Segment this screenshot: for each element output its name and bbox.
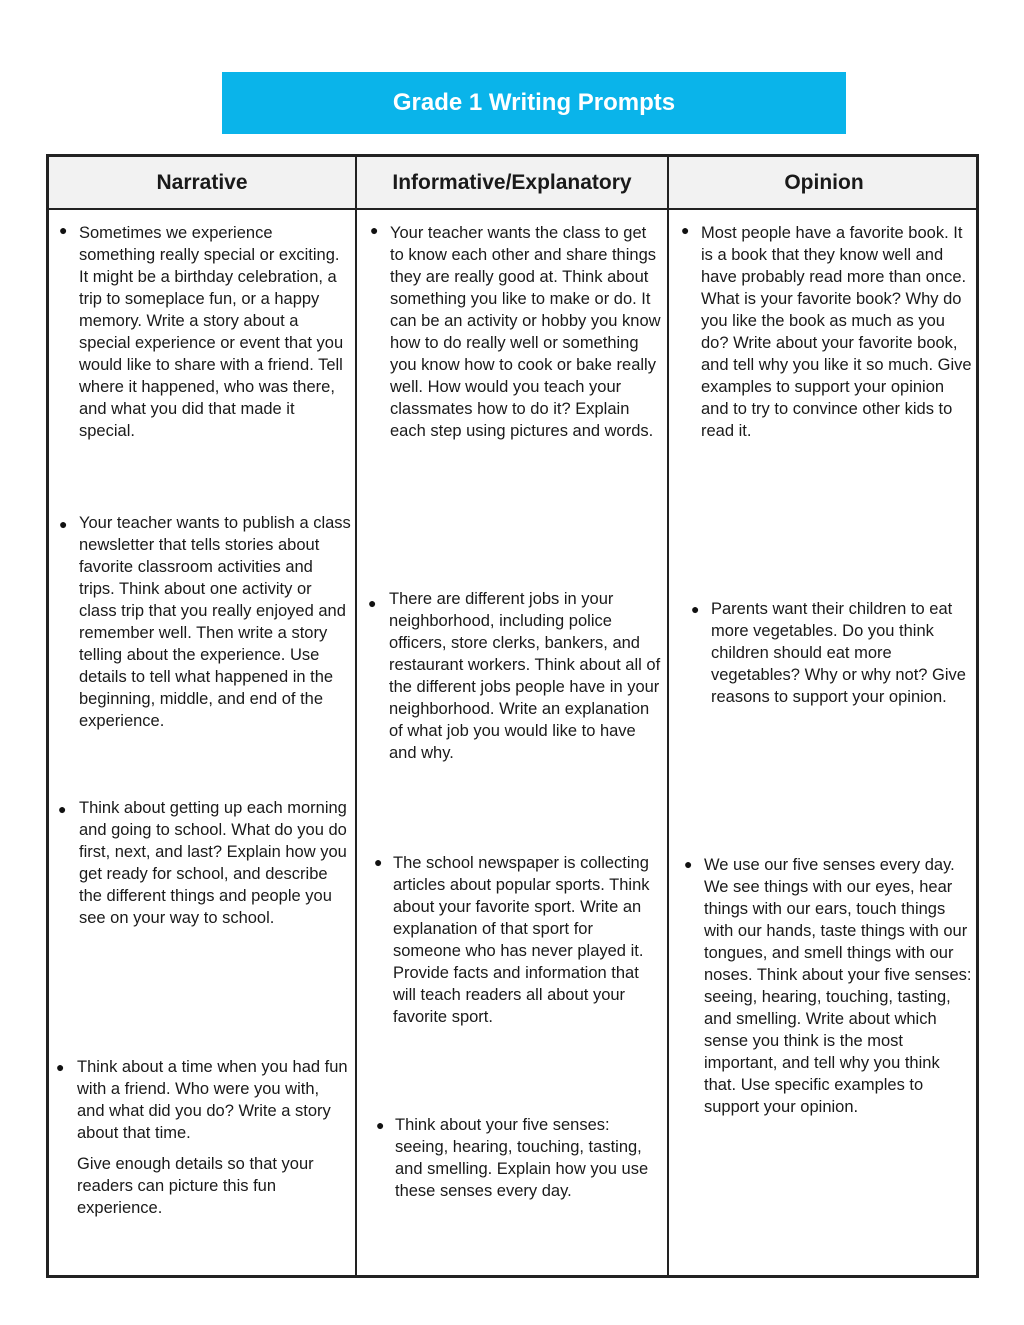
- opinion-prompt-3: We use our five senses every day. We see things with our eyes, hear things with our ears, touch things with our hands, taste things with our tongues, and smell things with our noses. Think about your five senses: seeing, hearing, touching, tasting, and smelling. Write about which sense you think is the most important, and tell why you think that. Use specific examples to support your opinion.: [704, 856, 972, 1116]
- bullet-icon: ●: [684, 856, 693, 872]
- column-divider: [355, 157, 357, 1275]
- bullet-icon: ●: [376, 1117, 385, 1133]
- informative-prompt-4: Think about your five senses: seeing, hearing, touching, tasting, and smelling. Explain how you use these senses every day.: [395, 1116, 649, 1200]
- bullet-icon: ●: [691, 601, 700, 617]
- bullet-icon: ●: [59, 222, 68, 238]
- bullet-icon: ●: [370, 222, 379, 238]
- narrative-prompt-1: Sometimes we experience something really special or exciting. It might be a birthday celebration, a trip to someplace fun, or a happy memory. Write a story about a special experience or event that you would like to share with a friend. Tell where it happened, who was there, and what you did that made it special.: [79, 224, 344, 440]
- opinion-prompt-1: Most people have a favorite book. It is a book that they know well and have probably read more than once. What is your favorite book? Why do you like the book as much as you do? Write about your favorite book, and tell why you like it so much. Give examples to support your opinion and to try to convince other kids to read it.: [701, 224, 972, 440]
- bullet-icon: ●: [56, 1059, 65, 1075]
- prompts-table: [46, 154, 979, 1278]
- column-divider: [667, 157, 669, 1275]
- bullet-icon: ●: [681, 222, 690, 238]
- informative-prompt-3: The school newspaper is collecting articles about popular sports. Think about your favorite sport. Write an explanation of that sport for someone who has never played it. Provide facts and information that will teach readers all about your favorite sport.: [393, 854, 650, 1026]
- page-title-banner: [222, 72, 846, 134]
- column-header-opinion: Opinion: [784, 170, 864, 194]
- page-title: Grade 1 Writing Prompts: [392, 89, 676, 116]
- column-header-informative: Informative/Explanatory: [392, 170, 632, 194]
- bullet-icon: ●: [58, 801, 67, 817]
- opinion-prompt-2: Parents want their children to eat more vegetables. Do you think children should eat more vegetables? Why or why not? Give reasons to support your opinion.: [711, 600, 966, 706]
- narrative-prompt-2: Your teacher wants to publish a class newsletter that tells stories about favorite classroom activities and trips. Think about one activity or class trip that you really enjoyed and remember well. Then write a story telling about the experience. Use details to tell what happened in the beginning, middle, and end of the experience.: [79, 514, 351, 730]
- informative-prompt-2: There are different jobs in your neighborhood, including police officers, store clerks, bankers, and restaurant workers. Think about all of the different jobs people have in your neighborhood. Write an explanation of what job you would like to have and why.: [389, 590, 661, 762]
- bullet-icon: ●: [59, 516, 68, 532]
- bullet-icon: ●: [368, 595, 377, 611]
- informative-prompt-1: Your teacher wants the class to get to know each other and share things they are really good at. Think about something you like to make or do. It can be an activity or hobby you know how to do really well or something you know how to cook or bake really well. How would you teach your classmates how to do it? Explain each step using pictures and words.: [390, 224, 661, 440]
- column-header-narrative: Narrative: [156, 170, 248, 194]
- bullet-icon: ●: [374, 854, 383, 870]
- narrative-prompt-4: Think about a time when you had fun with a friend. Who were you with, and what did you do? Write a story about that time. Give enough details so that your readers can picture this fun experience.: [77, 1058, 348, 1217]
- narrative-prompt-3: Think about getting up each morning and going to school. What do you do first, next, and last? Explain how you get ready for school, and describe the different things and people you see on your way to school.: [79, 799, 347, 927]
